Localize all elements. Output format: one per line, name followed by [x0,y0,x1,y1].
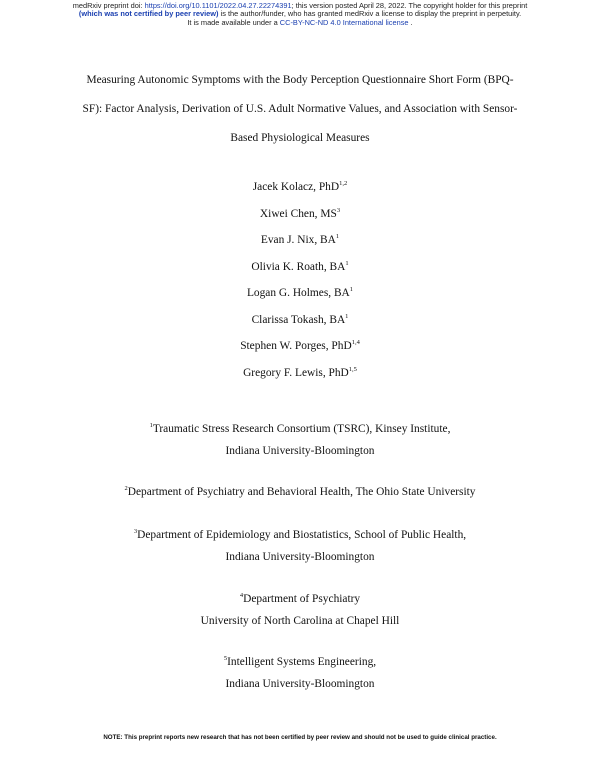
author-affil-sup: 1,5 [348,365,357,373]
author [0,360,600,387]
affiliation [0,481,600,503]
author-name: Clarissa Tokash, BA [251,313,346,326]
notice-certification: (which was not certified by peer review) [78,9,219,19]
affiliation-line-2: Indiana University-Bloomington [225,551,375,563]
affiliation [0,524,600,568]
author [0,280,600,307]
affiliation-text: Department of Epidemiology and Biostatistics, School of Public Health, [137,529,467,541]
author-affil-sup: 1 [335,233,340,241]
notice-line1-suffix: ; this version posted April 28, 2022. The copyright holder for this preprint [291,1,528,10]
affiliation-line-1 [0,524,600,546]
affiliation-line-1 [0,588,600,610]
author-name: Xiwei Chen, MS [259,207,337,220]
affiliation-text: Intelligent Systems Engineering, [227,656,377,668]
affiliation-line-2: Indiana University-Bloomington [225,445,375,457]
author-name: Gregory F. Lewis, PhD [243,366,349,379]
author-affil-sup: 1 [349,286,354,294]
author-name: Logan G. Holmes, BA [246,287,350,299]
affiliation-sup: 4 [239,592,244,600]
affiliation-sup: 5 [223,655,228,663]
affiliation-line-2: Indiana University-Bloomington [225,678,375,690]
notice-line3-prefix: It is made available under a [187,17,280,27]
affiliation-text: Traumatic Stress Research Consortium (TSRC), Kinsey Institute, [152,423,451,435]
footer-note: NOTE: This preprint reports new research that has not been certified by peer review and should not be used to guide clinical practice. [103,734,497,741]
notice-line2-rest: is the author/funder, who has granted medRxiv a license to display the preprint in perpetuity. [218,9,522,19]
affiliation-sup: 2 [124,485,128,493]
title-line-2: SF): Factor Analysis, Derivation of U.S. Adult Normative Values, and Association with Sensor- [82,103,518,115]
affiliation-text: Department of Psychiatry [243,593,361,605]
preprint-notice [0,2,600,27]
author-affil-sup: 1 [345,312,349,320]
notice-doi-prefix: medRxiv preprint doi: [72,1,145,10]
author-affil-sup: 1 [345,259,349,267]
affiliation-text: Department of Psychiatry and Behavioral Health, The Ohio State University [127,486,476,498]
author [0,227,600,254]
affiliation-sup: 1 [149,422,153,430]
author [0,333,600,360]
author [0,201,600,228]
affiliation-line-1 [0,418,600,440]
author [0,254,600,281]
affiliation-line-1 [0,651,600,673]
author-list [0,174,600,386]
author-name: Olivia K. Roath, BA [251,260,346,273]
author-affil-sup: 1,2 [339,180,348,188]
title-line-1: Measuring Autonomic Symptoms with the Body Perception Questionnaire Short Form (BPQ- [86,74,514,86]
affiliation [0,651,600,695]
author-name: Evan J. Nix, BA [260,234,336,246]
notice-line-3 [0,19,600,27]
title-line-3: Based Physiological Measures [230,132,370,144]
author [0,174,600,201]
author-affil-sup: 1,4 [351,339,360,347]
author-affil-sup: 3 [336,206,341,214]
notice-line3-suffix: . [408,17,413,27]
paper-title [60,66,540,153]
affiliation-sup: 3 [133,528,138,536]
author-name: Jacek Kolacz, PhD [252,181,340,193]
affiliation-line-2: University of North Carolina at Chapel Hill [200,615,400,627]
author-name: Stephen W. Porges, PhD [240,340,352,352]
author [0,307,600,334]
license-link[interactable]: CC-BY-NC-ND 4.0 International license [279,17,409,27]
affiliation-line-1 [0,481,600,503]
affiliation [0,588,600,632]
doi-link[interactable]: https://doi.org/10.1101/2022.04.27.22274391 [144,1,292,10]
affiliation [0,418,600,462]
